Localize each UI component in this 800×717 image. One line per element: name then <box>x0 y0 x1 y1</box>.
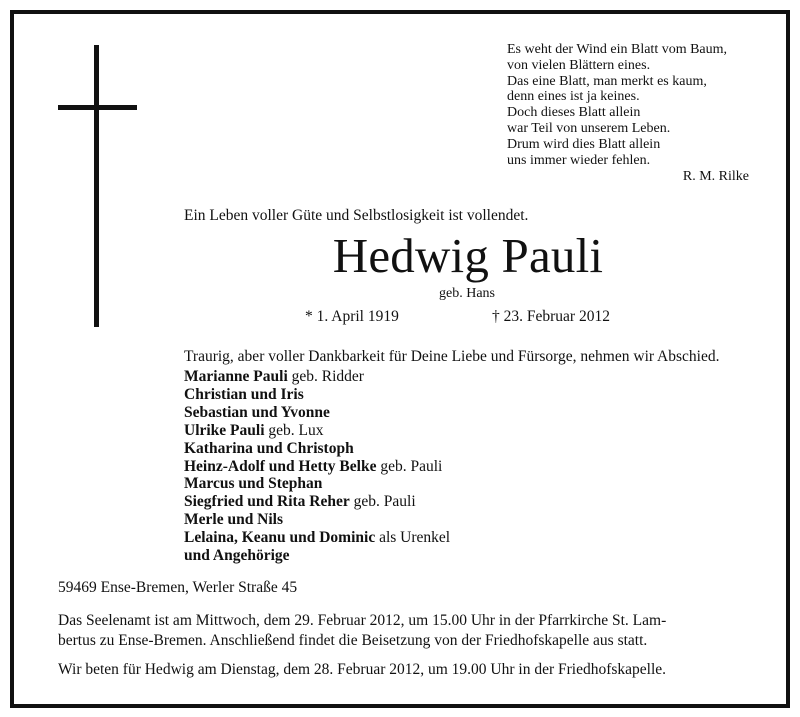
mourner-name: Siegfried und Rita Reher <box>184 493 350 511</box>
mourner-suffix: geb. Lux <box>268 421 324 439</box>
birth-date: * 1. April 1919 <box>305 308 399 325</box>
mourner-row <box>184 458 450 476</box>
mourner-name: Heinz-Adolf und Hetty Belke <box>184 457 377 475</box>
death-date: † 23. Februar 2012 <box>492 308 610 325</box>
mourners-list <box>184 368 450 565</box>
mourner-row <box>184 529 450 547</box>
mourner-name: Christian und Iris <box>184 385 304 403</box>
poem-line: von vielen Blättern eines. <box>507 57 651 73</box>
mourner-row <box>184 422 450 440</box>
mourner-row <box>184 368 450 386</box>
service-line: Das Seelenamt ist am Mittwoch, dem 29. Februar 2012, um 15.00 Uhr in der Pfarrkirche St. Lam- <box>58 612 667 629</box>
mourner-name: Ulrike Pauli <box>184 421 265 439</box>
mourner-name: Marianne Pauli <box>184 368 288 385</box>
mourner-name: Katharina und Christoph <box>184 439 354 457</box>
mourner-row <box>184 475 450 493</box>
deceased-name: Hedwig Pauli <box>332 228 604 283</box>
mourner-row <box>184 511 450 529</box>
mourner-row <box>184 493 450 511</box>
mourner-suffix: geb. Pauli <box>380 457 443 475</box>
service-line: bertus zu Ense-Bremen. Anschließend findet die Beisetzung von der Friedhofskapelle aus statt. <box>58 631 648 649</box>
mourner-suffix: als Urenkel <box>379 529 451 547</box>
mourner-name: Lelaina, Keanu und Dominic <box>184 529 376 547</box>
mourner-name: Merle und Nils <box>184 511 284 529</box>
maiden-name: geb. Hans <box>439 286 495 301</box>
mourner-row <box>184 404 450 422</box>
mourner-suffix: geb. Pauli <box>353 493 416 511</box>
poem-line: Das eine Blatt, man merkt es kaum, <box>507 73 707 89</box>
intro-text: Ein Leben voller Güte und Selbstlosigkeit ist vollendet. <box>184 207 529 224</box>
mourner-name: Sebastian und Yvonne <box>184 403 330 421</box>
mourner-row <box>184 386 450 404</box>
mourning-text: Traurig, aber voller Dankbarkeit für Deine Liebe und Fürsorge, nehmen wir Abschied. <box>184 348 720 365</box>
prayer-info: Wir beten für Hedwig am Dienstag, dem 28. Februar 2012, um 19.00 Uhr in der Friedhofskapelle. <box>58 661 667 678</box>
obituary-notice <box>10 10 790 708</box>
poem-line: denn eines ist ja keines. <box>507 89 640 105</box>
mourner-suffix: geb. Ridder <box>291 368 364 385</box>
poem-line: Es weht der Wind ein Blatt vom Baum, <box>507 42 728 57</box>
poem-line: uns immer wieder fehlen. <box>507 152 651 168</box>
poem-author: R. M. Rilke <box>682 169 749 185</box>
poem-line: Drum wird dies Blatt allein <box>507 136 661 152</box>
poem-line: Doch dieses Blatt allein <box>507 105 641 121</box>
cross-icon-bar <box>58 105 137 110</box>
cross-icon <box>94 45 99 327</box>
mourner-row <box>184 547 450 565</box>
mourner-row <box>184 440 450 458</box>
service-info <box>58 611 764 650</box>
address: 59469 Ense-Bremen, Werler Straße 45 <box>58 579 298 596</box>
mourner-name: und Angehörige <box>184 547 290 565</box>
poem <box>507 42 749 185</box>
mourner-name: Marcus und Stephan <box>184 475 323 493</box>
poem-line: war Teil von unserem Leben. <box>507 120 671 136</box>
